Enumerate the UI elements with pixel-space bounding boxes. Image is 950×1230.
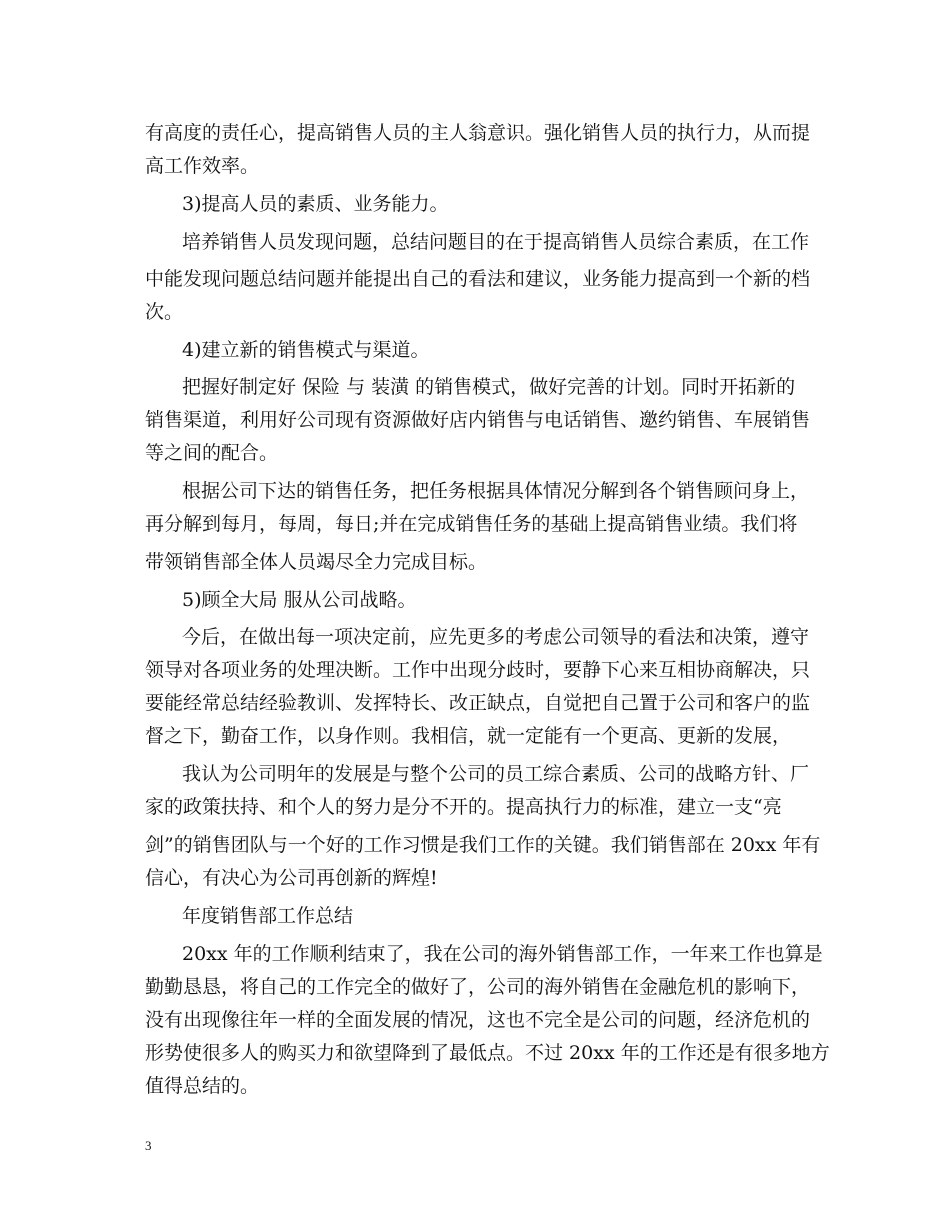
paragraph-line: 销售渠道，利用好公司现有资源做好店内销售与电话销售、邀约销售、车展销售 — [145, 409, 811, 431]
paragraph-line: 等之间的配合。 — [145, 442, 279, 464]
section-heading: 4)建立新的销售模式与渠道。 — [182, 339, 430, 361]
paragraph-line: 再分解到每月，每周，每日;并在完成销售任务的基础上提高销售业绩。我们将 — [145, 513, 798, 535]
paragraph-line: 勤勤恳恳，将自己的工作完全的做好了，公司的海外销售在金融危机的影响下， — [145, 976, 811, 998]
paragraph-line: 没有出现像往年一样的全面发展的情况，这也不完全是公司的问题，经济危机的 — [145, 1009, 811, 1031]
paragraph-line: 20xx 年的工作顺利结束了，我在公司的海外销售部工作，一年来工作也算是 — [182, 943, 823, 965]
paragraph-line: 把握好制定好 保险 与 装潢 的销售模式，做好完善的计划。同时开拓新的 — [182, 376, 796, 398]
paragraph-line: 我认为公司明年的发展是与整个公司的员工综合素质、公司的战略方针、厂 — [182, 763, 810, 785]
paragraph-line: 督之下，勤奋工作，以身作则。我相信，就一定能有一个更高、更新的发展， — [145, 725, 792, 747]
paragraph-line: 剑”的销售团队与一个好的工作习惯是我们工作的关键。我们销售部在 20xx 年有 — [145, 834, 821, 856]
paragraph-line: 信心，有决心为公司再创新的辉煌! — [145, 867, 438, 889]
paragraph-line: 培养销售人员发现问题，总结问题目的在于提高销售人员综合素质，在工作 — [182, 231, 810, 253]
paragraph-line: 形势使很多人的购买力和欲望降到了最低点。不过 20xx 年的工作还是有很多地方 — [145, 1042, 830, 1064]
section-title: 年度销售部工作总结 — [182, 905, 354, 927]
paragraph-line: 中能发现问题总结问题并能提出自己的看法和建议，业务能力提高到一个新的档 — [145, 268, 811, 290]
paragraph-line: 领导对各项业务的处理决断。工作中出现分歧时，要静下心来互相协商解决，只 — [145, 659, 811, 681]
paragraph-line: 值得总结的。 — [145, 1075, 260, 1097]
paragraph-line: 有高度的责任心，提高销售人员的主人翁意识。强化销售人员的执行力，从而提 — [145, 122, 811, 144]
paragraph-line: 家的政策扶持、和个人的努力是分不开的。提高执行力的标准，建立一支“亮 — [145, 796, 782, 818]
section-heading: 5)顾全大局 服从公司战略。 — [182, 589, 417, 611]
paragraph-line: 根据公司下达的销售任务，把任务根据具体情况分解到各个销售顾问身上， — [182, 480, 810, 502]
section-heading: 3)提高人员的素质、业务能力。 — [182, 193, 449, 215]
page-number: 3 — [145, 1138, 152, 1153]
paragraph-line: 高工作效率。 — [145, 155, 260, 177]
paragraph-line: 今后，在做出每一项决定前，应先更多的考虑公司领导的看法和决策，遵守 — [182, 626, 810, 648]
paragraph-line: 带领销售部全体人员竭尽全力完成目标。 — [145, 551, 488, 573]
paragraph-line: 次。 — [145, 301, 184, 323]
paragraph-line: 要能经常总结经验教训、发挥特长、改正缺点，自觉把自己置于公司和客户的监 — [145, 692, 811, 714]
